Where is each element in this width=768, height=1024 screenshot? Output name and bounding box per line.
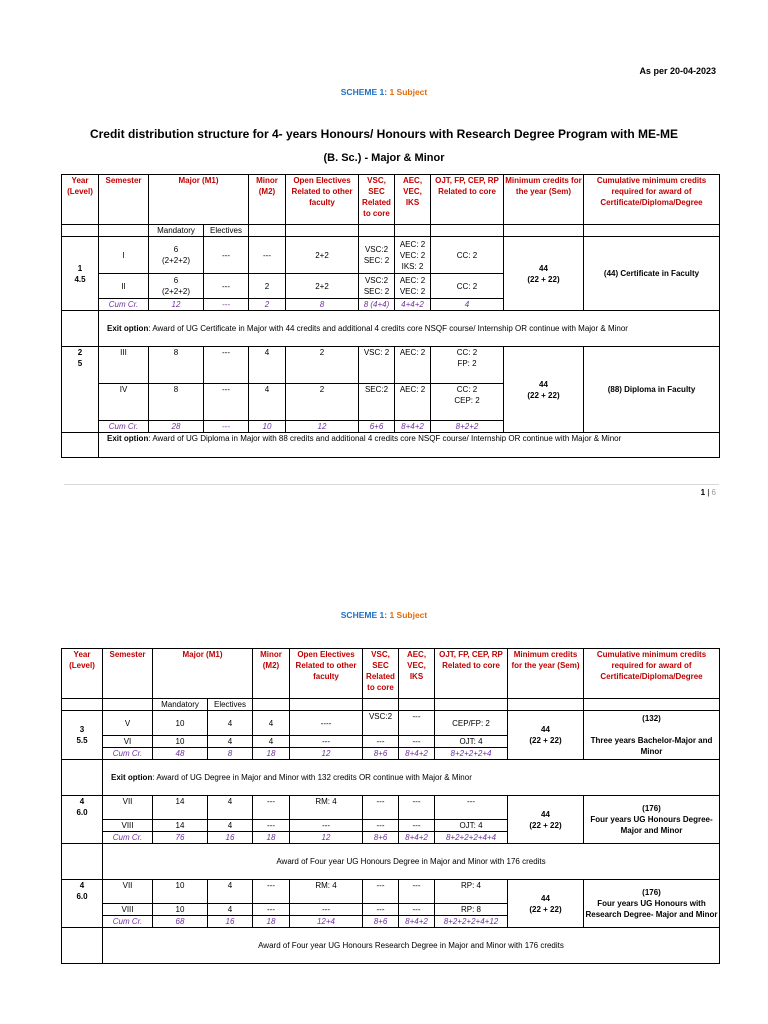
semester-cell: II: [99, 274, 149, 299]
award-row: [62, 928, 720, 964]
cum-row: Cum Cr. 76 16 18 12 8+6 8+4+2 8+2+2+2+4+4: [62, 832, 720, 844]
open-electives-cell: 2: [286, 347, 359, 384]
ojt-cell: CC: 2: [431, 237, 504, 274]
year-cell: 4 6.0: [62, 880, 103, 928]
header-ojt: OJT, FP, CEP, RP Related to core: [431, 175, 504, 225]
year-cell: 2 5: [62, 347, 99, 433]
semester-cell: IV: [99, 384, 149, 421]
table-row: VIII 10 4 --- --- --- --- RP: 8: [62, 904, 720, 916]
header-semester: Semester: [103, 649, 153, 699]
award-text: Award of Four year UG Honours Research Degree in Major and Minor with 176 credits: [103, 928, 720, 964]
award-text: Award of Four year UG Honours Degree in Major and Minor with 176 credits: [103, 844, 720, 880]
footer-divider: [64, 484, 719, 485]
scheme-subject: 1 Subject: [389, 87, 428, 97]
credit-table-1: [61, 174, 720, 458]
table-row: 4 6.0 VII 14 4 --- RM: 4 --- --- --- 44 (22 + 22) (176) Four years UG Honours Degree- Major and Minor: [62, 796, 720, 820]
mandatory-cell: 6 (2+2+2): [149, 237, 204, 274]
award-cell: (132) Three years Bachelor-Major and Minor: [584, 711, 720, 760]
header-ojt: OJT, FP, CEP, RP Related to core: [435, 649, 508, 699]
mandatory-cell: 8: [149, 384, 204, 421]
ojt-cell: CC: 2: [431, 274, 504, 299]
header-cumulative: Cumulative minimum credits required for award of Certificate/Diploma/Degree: [584, 175, 720, 225]
minor-cell: 4: [249, 347, 286, 384]
cum-row: Cum Cr. 28 --- 10 12 6+6 8+4+2 8+2+2: [62, 421, 720, 433]
vsc-cell: VSC:2 SEC: 2: [359, 237, 395, 274]
aec-cell: AEC: 2: [395, 347, 431, 384]
electives-cell: ---: [204, 274, 249, 299]
subheader-mandatory: Mandatory: [149, 225, 204, 237]
scheme-heading: [0, 87, 768, 97]
min-credits-cell: 44 (22 + 22): [508, 796, 584, 844]
cum-row: Cum Cr. 68 16 18 12+4 8+6 8+4+2 8+2+2+2+4+12: [62, 916, 720, 928]
cum-row: Cum Cr. 12 --- 2 8 8 (4+4) 4+4+2 4: [62, 299, 720, 311]
min-credits-cell: 44 (22 + 22): [504, 347, 584, 433]
header-row: [62, 175, 720, 225]
subheader-mandatory: Mandatory: [153, 699, 208, 711]
electives-cell: ---: [204, 237, 249, 274]
header-min-credits: Minimum credits for the year (Sem): [508, 649, 584, 699]
header-year: Year (Level): [62, 175, 99, 225]
mandatory-cell: 8: [149, 347, 204, 384]
header-row: [62, 649, 720, 699]
award-cell: (176) Four years UG Honours with Research Degree- Major and Minor: [584, 880, 720, 928]
table-row: VI 10 4 4 --- --- --- OJT: 4: [62, 736, 720, 748]
header-minor: Minor (M2): [253, 649, 290, 699]
year-cell: 3 5.5: [62, 711, 103, 760]
vsc-cell: SEC:2: [359, 384, 395, 421]
header-vsc: VSC, SEC Related to core: [363, 649, 399, 699]
award-row: [62, 844, 720, 880]
header-open-electives: Open Electives Related to other faculty: [286, 175, 359, 225]
exit-row: [62, 760, 720, 796]
electives-cell: ---: [204, 384, 249, 421]
as-per-date: As per 20-04-2023: [639, 66, 716, 76]
header-aec: AEC, VEC, IKS: [395, 175, 431, 225]
scheme-label: SCHEME 1: [340, 87, 385, 97]
aec-cell: AEC: 2: [395, 384, 431, 421]
electives-cell: ---: [204, 347, 249, 384]
open-electives-cell: 2+2: [286, 274, 359, 299]
page-title: Credit distribution structure for 4- years Honours/ Honours with Research Degree Program with ME-ME: [89, 127, 679, 141]
subheader-row: [62, 225, 720, 237]
header-semester: Semester: [99, 175, 149, 225]
header-minor: Minor (M2): [249, 175, 286, 225]
table-row: 3 5.5 V 10 4 4 ---- VSC:2 --- CEP/FP: 2 44 (22 + 22) (132) Three years Bachelor-Major and Minor: [62, 711, 720, 736]
year-cell: 1 4.5: [62, 237, 99, 311]
open-electives-cell: 2+2: [286, 237, 359, 274]
header-open-electives: Open Electives Related to other faculty: [290, 649, 363, 699]
credit-table-2: [61, 648, 720, 964]
page-subtitle: (B. Sc.) - Major & Minor: [323, 152, 445, 164]
open-electives-cell: 2: [286, 384, 359, 421]
cum-row: Cum Cr. 48 8 18 12 8+6 8+4+2 8+2+2+2+4: [62, 748, 720, 760]
award-cell: (176) Four years UG Honours Degree- Major and Minor: [584, 796, 720, 844]
minor-cell: 2: [249, 274, 286, 299]
award-cell: (88) Diploma in Faculty: [584, 347, 720, 433]
exit-row: [62, 433, 720, 458]
semester-cell: I: [99, 237, 149, 274]
subheader-row: [62, 699, 720, 711]
exit-option: Exit option: Award of UG Certificate in Major with 44 credits and additional 4 credits core NSQF course/ Internship OR continue with Major & Minor: [99, 311, 720, 347]
minor-cell: ---: [249, 237, 286, 274]
page-number: 1 | 6: [700, 488, 716, 497]
header-major: Major (M1): [149, 175, 249, 225]
exit-row: [62, 311, 720, 347]
year-cell: 4 6.0: [62, 796, 103, 844]
vsc-cell: VSC:2 SEC: 2: [359, 274, 395, 299]
header-cumulative: Cumulative minimum credits required for award of Certificate/Diploma/Degree: [584, 649, 720, 699]
table-row: 4 6.0 VII 10 4 --- RM: 4 --- --- RP: 4 44 (22 + 22) (176) Four years UG Honours with Research Degree- Major and Minor: [62, 880, 720, 904]
ojt-cell: CC: 2 FP: 2: [431, 347, 504, 384]
min-credits-cell: 44 (22 + 22): [508, 711, 584, 760]
award-cell: (44) Certificate in Faculty: [584, 237, 720, 311]
table-row: VIII 14 4 --- --- --- --- OJT: 4: [62, 820, 720, 832]
min-credits-cell: 44 (22 + 22): [508, 880, 584, 928]
subheader-electives: Electives: [204, 225, 249, 237]
header-year: Year (Level): [62, 649, 103, 699]
header-vsc: VSC, SEC Related to core: [359, 175, 395, 225]
header-major: Major (M1): [153, 649, 253, 699]
semester-cell: III: [99, 347, 149, 384]
table-row: [62, 347, 720, 384]
min-credits-cell: 44 (22 + 22): [504, 237, 584, 311]
exit-option: Exit option: Award of UG Diploma in Major with 88 credits and additional 4 credits core NSQF course/ Internship OR continue with Major & Minor: [99, 433, 720, 458]
scheme-colon: :: [384, 87, 390, 97]
table-row: [62, 237, 720, 274]
aec-cell: AEC: 2 VEC: 2: [395, 274, 431, 299]
scheme-heading: SCHEME 1: 1 Subject: [340, 610, 428, 620]
exit-option: Exit option: Award of UG Degree in Major and Minor with 132 credits OR continue with Major & Minor: [103, 760, 720, 796]
subheader-electives: Electives: [208, 699, 253, 711]
ojt-cell: CC: 2 CEP: 2: [431, 384, 504, 421]
vsc-cell: VSC: 2: [359, 347, 395, 384]
aec-cell: AEC: 2 VEC: 2 IKS: 2: [395, 237, 431, 274]
header-min-credits: Minimum credits for the year (Sem): [504, 175, 584, 225]
header-aec: AEC, VEC, IKS: [399, 649, 435, 699]
mandatory-cell: 6 (2+2+2): [149, 274, 204, 299]
minor-cell: 4: [249, 384, 286, 421]
